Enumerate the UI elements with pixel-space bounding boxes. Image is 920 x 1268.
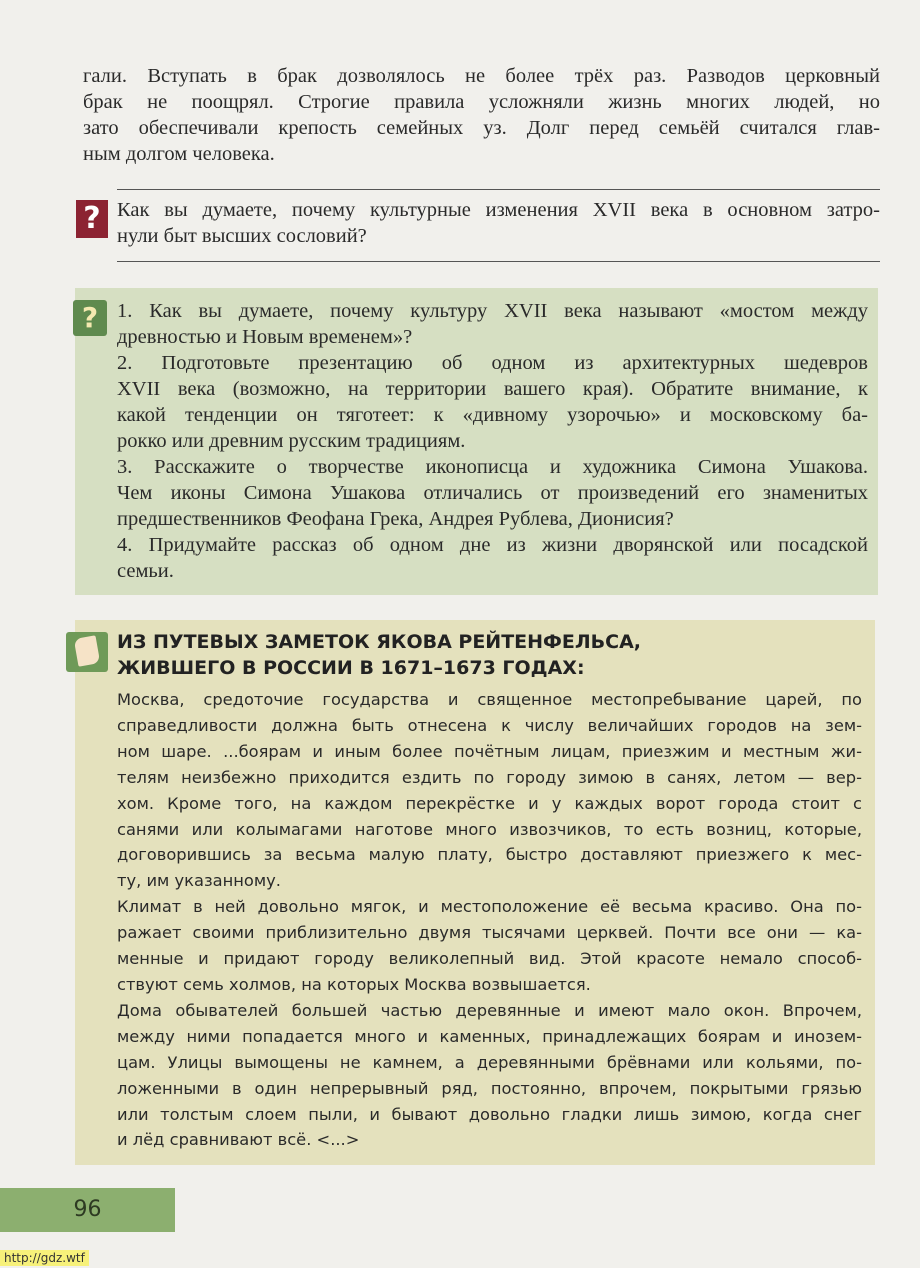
- source-line: ражает своими приблизительно двумя тысячами церквей. Почти все они — ка-: [117, 923, 862, 943]
- text-line: гали. Вступать в брак дозволялось не более трёх раз. Разводов церковный: [83, 65, 880, 87]
- task-line: какой тенденции он тяготеет: к «дивному узорочью» и московскому ба-: [117, 404, 868, 426]
- task-line: семьи.: [117, 560, 174, 582]
- source-line: Климат в ней довольно мягок, и местоположение её весьма красиво. Она по-: [117, 897, 862, 917]
- source-line: между ними попадается много и каменных, принадлежащих боярам и инозем-: [117, 1026, 862, 1046]
- text-line: брак не поощрял. Строгие правила усложняли жизнь многих людей, но: [83, 91, 880, 113]
- task-line: 3. Расскажите о творчестве иконописца и художника Симона Ушакова.: [117, 456, 868, 478]
- source-line: и лёд сравнивают всё. <...>: [117, 1130, 360, 1150]
- source-line: хом. Кроме того, на каждом перекрёстке и у каждых ворот города стоит с: [117, 793, 862, 813]
- question-book-icon: ?: [73, 300, 107, 336]
- source-line: ту, им указанному.: [117, 871, 281, 891]
- source-text: [117, 687, 862, 1153]
- task-line: 1. Как вы думаете, почему культуру XVII века называют «мостом между: [117, 300, 868, 322]
- task-line: XVII века (возможно, на территории вашего края). Обратите внимание, к: [117, 378, 868, 400]
- source-title: [117, 629, 641, 681]
- source-title-line: ИЗ ПУТЕВЫХ ЗАМЕТОК ЯКОВА РЕЙТЕНФЕЛЬСА,: [117, 631, 641, 653]
- source-line: Дома обывателей большей частью деревянные и имеют мало окон. Впрочем,: [117, 1000, 862, 1020]
- tasks-list: [117, 298, 868, 584]
- task-line: древностью и Новым временем»?: [117, 326, 413, 348]
- source-line: менные и придают городу великолепный вид. Этой красоте немало способ-: [117, 949, 862, 969]
- source-line: договорившись за весьма малую плату, быстро доставляют приезжего к мес-: [117, 845, 862, 865]
- page-number: 96: [0, 1188, 175, 1232]
- source-line: цам. Улицы вымощены не камнем, а деревянными брёвнами или кольями, по-: [117, 1052, 862, 1072]
- task-line: предшественников Феофана Грека, Андрея Рублева, Дионисия?: [117, 508, 674, 530]
- source-line: санями или колымагами наготове много извозчиков, то есть возниц, которые,: [117, 819, 862, 839]
- task-line: 4. Придумайте рассказ об одном дне из жизни дворянской или посадской: [117, 534, 868, 556]
- text-line: ным долгом человека.: [83, 143, 275, 165]
- task-line: рокко или древним русским традициям.: [117, 430, 466, 452]
- text-line: зато обеспечивали крепость семейных уз. Долг перед семьёй считался глав-: [83, 117, 880, 139]
- source-line: Москва, средоточие государства и священное местопребывание царей, по: [117, 690, 862, 709]
- divider-bottom: [117, 261, 880, 262]
- source-line: справедливости должна быть отнесена к числу величайших городов на зем-: [117, 715, 862, 735]
- question-mark-icon: ?: [76, 200, 108, 238]
- question-line: Как вы думаете, почему культурные изменения XVII века в основном затро-: [117, 199, 880, 221]
- source-line: ном шаре. ...боярам и иным более почётным лицам, приезжим и местным жи-: [117, 741, 862, 761]
- source-title-line: ЖИВШЕГО В РОССИИ В 1671–1673 ГОДАХ:: [117, 657, 585, 679]
- source-line: телям неизбежно приходится ездить по городу зимою в санях, летом — вер-: [117, 767, 862, 787]
- divider-top: [117, 189, 880, 190]
- task-line: 2. Подготовьте презентацию об одном из архитектурных шедевров: [117, 352, 868, 374]
- question-line: нули быт высших сословий?: [117, 225, 367, 247]
- scroll-icon: [66, 632, 108, 672]
- source-line: или толстым слоем пыли, и бывают довольно гладки лишь зимою, когда снег: [117, 1104, 862, 1124]
- source-line: ложенными в один непрерывный ряд, постоянно, впрочем, покрытыми грязью: [117, 1078, 862, 1098]
- source-line: ствуют семь холмов, на которых Москва возвышается.: [117, 974, 591, 994]
- reflection-question: [117, 197, 880, 249]
- watermark-link[interactable]: http://gdz.wtf: [0, 1250, 89, 1266]
- intro-paragraph: [83, 63, 880, 167]
- task-line: Чем иконы Симона Ушакова отличались от произведений его знаменитых: [117, 482, 868, 504]
